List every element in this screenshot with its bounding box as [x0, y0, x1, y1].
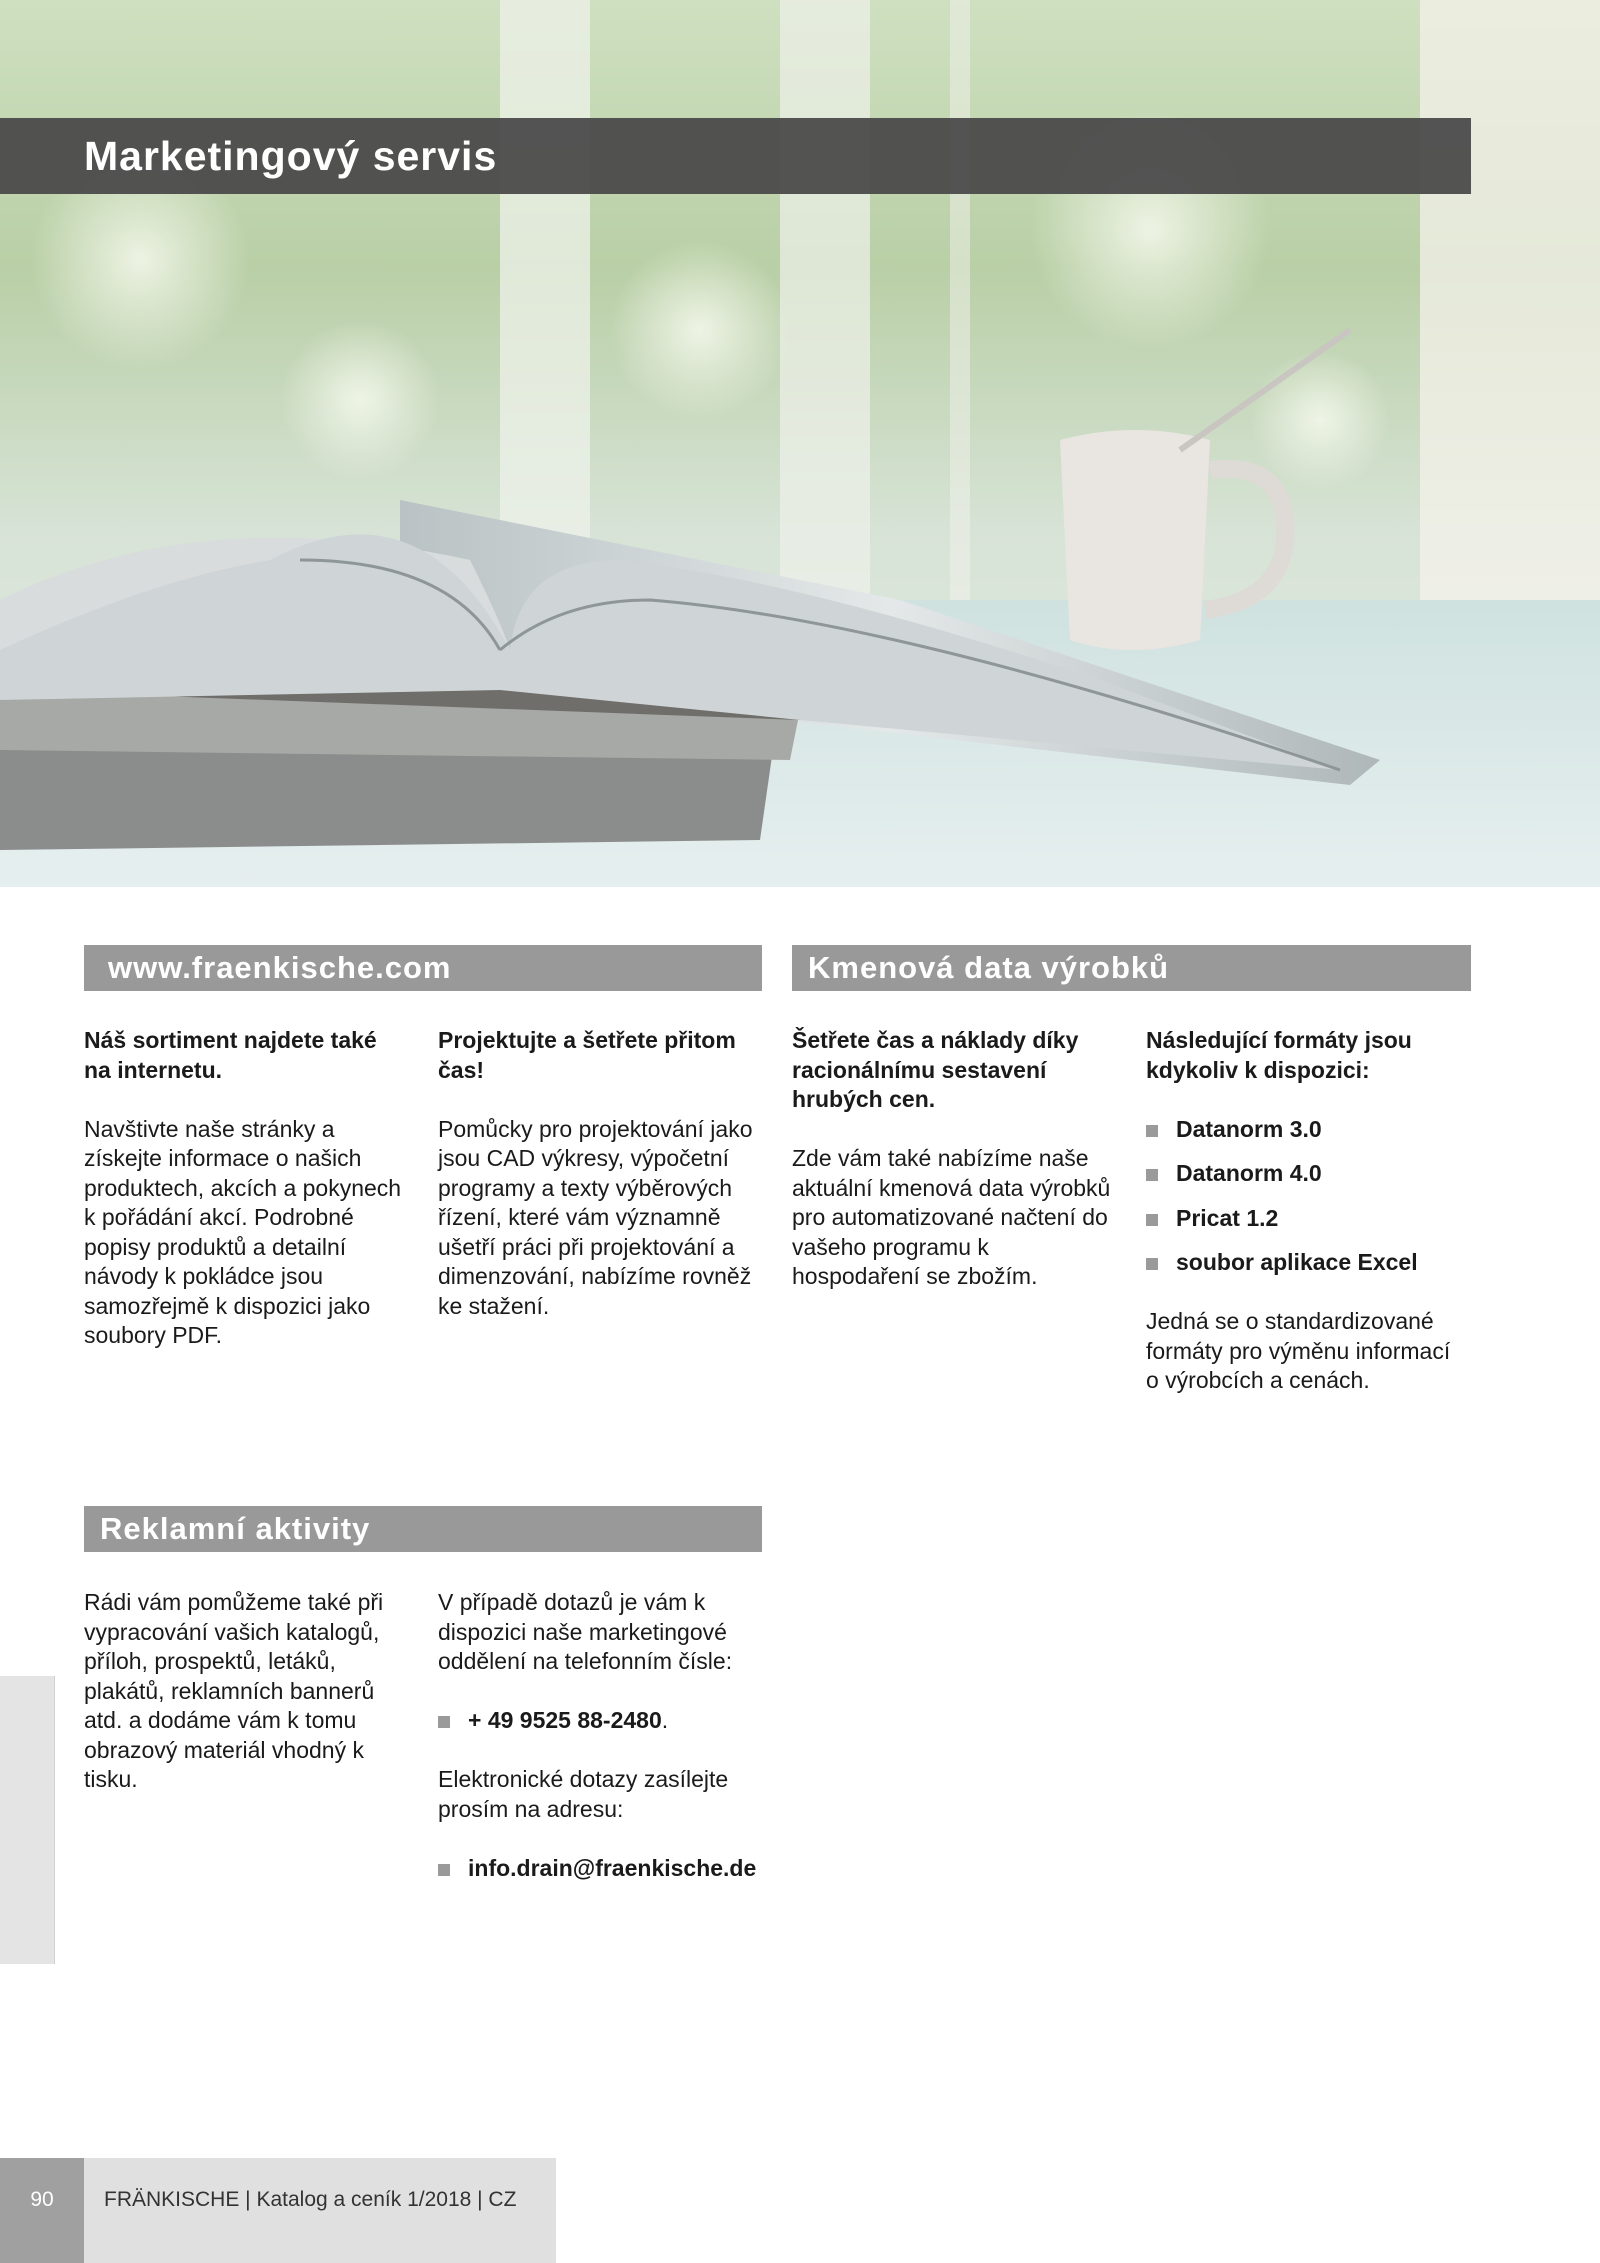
ads-column-2-text2: Elektronické dotazy zasílejte prosím na adresu: [438, 1766, 729, 1822]
product-data-column-1-text: Zde vám také nabízíme naše aktuální kmenová data výrobků pro automatizované načtení do vašeho programu k hospodaření se zbožím. [792, 1145, 1111, 1289]
footer-text: FRÄNKISCHE | Katalog a ceník 1/2018 | CZ [84, 2158, 556, 2263]
bullet-square-icon [1146, 1258, 1158, 1270]
product-data-column-2-text: Jedná se o standardizované formáty pro výměnu informací o výrobcích a cenách. [1146, 1308, 1451, 1393]
bullet-square-icon [438, 1864, 450, 1876]
list-item: Pricat 1.2 [1146, 1204, 1466, 1234]
section-heading-ads: Reklamní aktivity [84, 1506, 762, 1552]
page-number: 90 [0, 2158, 84, 2263]
bullet-square-icon [1146, 1169, 1158, 1181]
bullet-square-icon [1146, 1214, 1158, 1226]
side-tab-marker [0, 1676, 55, 1964]
web-column-1-text: Navštivte naše stránky a získejte informace o našich produktech, akcích a pokynech k pořádání akcí. Podrobné popisy produktů a detailní návody k pokládce jsou samozřejmě k dispozici jako soubory PDF. [84, 1115, 402, 1348]
formats-list [1146, 1115, 1466, 1278]
product-data-column-1-lead: Šetřete čas a náklady díky racionálnímu sestavení hrubých cen. [792, 1027, 1079, 1112]
bullet-square-icon [438, 1716, 450, 1728]
ads-column-1-text: Rádi vám pomůžeme také při vypracování vašich katalogů, příloh, prospektů, letáků, plakátů, reklamních bannerů atd. a dodáme vám k tomu obrazový materiál vhodný k tisku. [84, 1589, 384, 1792]
phone-list [438, 1706, 758, 1736]
product-data-column-1 [792, 1026, 1112, 1321]
email-address[interactable]: info.drain@fraenkische.de [438, 1854, 758, 1884]
web-column-2-lead: Projektujte a šetřete přitom čas! [438, 1027, 736, 1083]
list-item: Datanorm 4.0 [1146, 1159, 1466, 1189]
email-list [438, 1854, 758, 1884]
web-column-2-text: Pomůcky pro projektování jako jsou CAD výkresy, výpočetní programy a texty výběrových řízení, které vám významně ušetří práci při projektování a dimenzování, nabízíme rovněž ke stažení. [438, 1115, 753, 1319]
ads-column-2-text1: V případě dotazů je vám k dispozici naše marketingové oddělení na telefonním čísle: [438, 1589, 733, 1674]
ads-column-2 [438, 1588, 758, 1913]
phone-number[interactable]: + 49 9525 88-2480. [438, 1706, 758, 1736]
web-column-1-lead: Náš sortiment najdete také na internetu. [84, 1027, 377, 1083]
product-data-column-2 [1146, 1026, 1466, 1425]
bullet-square-icon [1146, 1125, 1158, 1137]
product-data-column-2-lead: Následující formáty jsou kdykoliv k dispozici: [1146, 1027, 1412, 1083]
list-item: soubor aplikace Excel [1146, 1248, 1466, 1278]
web-column-1 [84, 1026, 404, 1380]
section-heading-web: www.fraenkische.com [84, 945, 762, 991]
page-title: Marketingový servis [0, 118, 1471, 194]
section-heading-product-data: Kmenová data výrobků [792, 945, 1471, 991]
web-column-2 [438, 1026, 758, 1351]
ads-column-1 [84, 1588, 404, 1824]
list-item: Datanorm 3.0 [1146, 1115, 1466, 1145]
